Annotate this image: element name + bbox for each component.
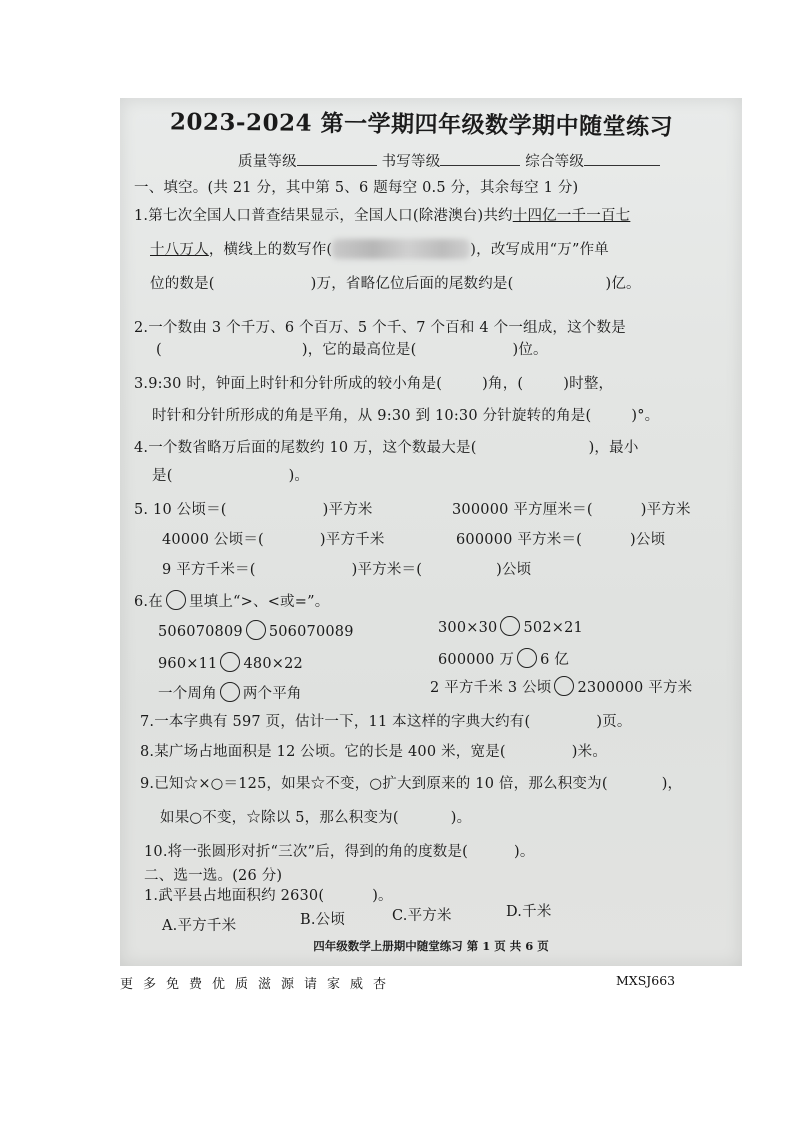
compare-circle-a[interactable] bbox=[246, 620, 266, 640]
bottom-note-code: MXSJ663 bbox=[616, 973, 676, 988]
q3-text-2: )角，( bbox=[482, 376, 524, 392]
q2-text-3: )位。 bbox=[512, 342, 548, 358]
q5-text-8: )公顷 bbox=[630, 532, 666, 548]
q5-row1-left bbox=[134, 498, 373, 519]
q2-line1: 2.一个数由 3 个千万、6 个百万、5 个千、7 个百和 4 个一组成，这个数是 bbox=[134, 320, 626, 336]
q6-header bbox=[134, 590, 329, 611]
q9-text-3: 如果○不变，☆除以 5，那么积变为( bbox=[160, 810, 399, 826]
q5-text-5: 40000 公顷＝( bbox=[162, 532, 264, 548]
section1-header: 一、填空。(共 21 分，其中第 5、6 题每空 0.5 分，其余每空 1 分) bbox=[134, 180, 579, 196]
blurred-answer bbox=[332, 239, 470, 259]
q3-text-1: 3.9:30 时，钟面上时针和分针所成的较小角是( bbox=[134, 376, 443, 392]
q3-text-3: )时整， bbox=[563, 376, 614, 392]
q5-row1-right bbox=[452, 498, 691, 519]
q6-text-1: 6.在 bbox=[134, 594, 163, 610]
q9-line1 bbox=[140, 772, 682, 793]
q6-e-right: 两个平角 bbox=[242, 686, 302, 702]
q6-c-left: 960×11 bbox=[158, 656, 218, 672]
q7-text-2: )页。 bbox=[596, 714, 632, 730]
q9-text-2: )， bbox=[661, 776, 683, 792]
q1-underlined-2: 十八万人 bbox=[150, 242, 209, 258]
q5-row3 bbox=[162, 558, 531, 579]
q6-a-right: 506070089 bbox=[268, 624, 354, 640]
q1-text-6: )亿。 bbox=[605, 276, 641, 292]
q10-text-2: )。 bbox=[514, 844, 535, 860]
q8-line bbox=[140, 740, 607, 761]
q1-line3 bbox=[150, 272, 641, 293]
section2-header: 二、选一选。(26 分) bbox=[144, 868, 283, 884]
q6-a-left: 506070809 bbox=[158, 624, 243, 640]
compare-circle-d[interactable] bbox=[517, 648, 537, 668]
q1-text-4: 位的数是( bbox=[150, 276, 215, 292]
q2-text-1: ( bbox=[156, 342, 162, 358]
compare-circle-f[interactable] bbox=[554, 676, 574, 696]
q1-text: 1.第七次全国人口普查结果显示，全国人口(除港澳台)共约 bbox=[134, 208, 513, 224]
q6-b-right: 502×21 bbox=[523, 620, 583, 636]
q4-text-2: )，最小 bbox=[588, 440, 639, 456]
q6-c-right: 480×22 bbox=[243, 656, 303, 672]
compare-circle-e[interactable] bbox=[220, 682, 240, 702]
q10-text-1: 10.将一张圆形对折“三次”后，得到的角的度数是( bbox=[144, 844, 469, 860]
quality-grade-label: 质量等级 bbox=[238, 154, 297, 170]
q1-text-2: ，横线上的数写作( bbox=[208, 242, 333, 258]
q6-item-e bbox=[158, 682, 302, 703]
q5-text-7: 600000 平方米＝( bbox=[456, 532, 583, 548]
writing-grade-blank[interactable] bbox=[440, 153, 520, 166]
s2-q1-text-2: )。 bbox=[372, 888, 393, 904]
overall-grade-blank[interactable] bbox=[584, 153, 660, 166]
s2-q1-text-1: 1.武平县占地面积约 2630( bbox=[144, 888, 325, 904]
q5-text-2: )平方米 bbox=[322, 502, 373, 518]
s2-q1-option-d[interactable]: D.千米 bbox=[506, 904, 552, 920]
q6-item-d bbox=[438, 648, 569, 669]
q4-line2 bbox=[152, 464, 309, 485]
q1-text-5: )万，省略亿位后面的尾数约是( bbox=[310, 276, 514, 292]
exam-photo bbox=[120, 98, 742, 966]
q9-text-4: )。 bbox=[450, 810, 472, 826]
q3-text-4: 时针和分针所形成的角是平角，从 9:30 到 10:30 分针旋转的角是( bbox=[152, 408, 592, 424]
q5-text-3: 300000 平方厘米＝( bbox=[452, 502, 593, 518]
q1-underlined-1: 十四亿一千一百七 bbox=[512, 208, 631, 224]
q4-text-3: 是( bbox=[152, 468, 173, 484]
overall-grade-label: 综合等级 bbox=[525, 154, 585, 170]
q4-text-4: )。 bbox=[288, 468, 310, 484]
s2-q1-option-a[interactable]: A.平方千米 bbox=[162, 918, 237, 934]
q4-text-1: 4.一个数省略万后面的尾数约 10 万，这个数最大是( bbox=[134, 440, 477, 456]
compare-circle-icon bbox=[166, 590, 186, 610]
s2-q1-option-b[interactable]: B.公顷 bbox=[300, 912, 346, 928]
q5-text-10: )平方米＝( bbox=[351, 562, 423, 578]
q3-text-5: )°。 bbox=[631, 408, 660, 424]
q5-text-9: 9 平方千米＝( bbox=[162, 562, 256, 578]
q7-line bbox=[140, 710, 632, 731]
s2-q1-stem bbox=[144, 884, 393, 905]
bottom-note-left: 更多免费优质滋源请家威杏 bbox=[120, 977, 397, 992]
q6-item-b bbox=[438, 616, 583, 636]
q8-text-1: 8.某广场占地面积是 12 公顷。它的长是 400 米，宽是( bbox=[140, 744, 506, 760]
q3-line2 bbox=[152, 404, 659, 425]
q1-line2 bbox=[150, 238, 609, 259]
q6-text-2: 里填上“>、<或=”。 bbox=[188, 594, 330, 610]
q3-line1 bbox=[134, 372, 613, 393]
q9-line2 bbox=[160, 806, 471, 827]
q2-line2 bbox=[156, 338, 548, 359]
s2-q1-option-c[interactable]: C.平方米 bbox=[392, 908, 452, 924]
q6-item-a bbox=[158, 620, 354, 640]
q1-text-3: )，改写成用“万”作单 bbox=[470, 242, 609, 258]
page-title: 2023-2024 第一学期四年级数学期中随堂练习 bbox=[169, 108, 674, 141]
grade-line bbox=[238, 150, 660, 171]
q1-line1 bbox=[134, 204, 630, 225]
compare-circle-b[interactable] bbox=[500, 616, 520, 636]
q6-item-f bbox=[430, 676, 692, 697]
q8-text-2: )米。 bbox=[571, 744, 608, 760]
q5-row2-left bbox=[162, 528, 385, 549]
q6-d-left: 600000 万 bbox=[438, 652, 515, 668]
q6-f-right: 2300000 平方米 bbox=[577, 680, 693, 696]
page-footer: 四年级数学上册期中随堂练习 第 1 页 共 6 页 bbox=[313, 939, 549, 953]
q5-text-1: 5. 10 公顷＝( bbox=[134, 502, 227, 518]
q5-text-6: )平方千米 bbox=[319, 532, 385, 548]
compare-circle-c[interactable] bbox=[220, 652, 240, 672]
q6-e-left: 一个周角 bbox=[158, 686, 217, 702]
q6-b-left: 300×30 bbox=[438, 620, 498, 636]
q9-text-1: 9.已知☆×○＝125，如果☆不变，○扩大到原来的 10 倍，那么积变为( bbox=[140, 776, 608, 792]
quality-grade-blank[interactable] bbox=[297, 153, 377, 166]
q6-d-right: 6 亿 bbox=[540, 652, 569, 668]
q4-line1 bbox=[134, 436, 639, 457]
q5-text-4: )平方米 bbox=[640, 502, 691, 518]
q6-f-left: 2 平方千米 3 公顷 bbox=[430, 680, 552, 696]
q5-text-11: )公顷 bbox=[496, 562, 532, 578]
q5-row2-right bbox=[456, 528, 665, 549]
q10-line bbox=[144, 840, 535, 861]
q6-item-c bbox=[158, 652, 303, 672]
q2-text-2: )，它的最高位是( bbox=[301, 342, 417, 358]
writing-grade-label: 书写等级 bbox=[381, 154, 441, 170]
q7-text-1: 7.一本字典有 597 页，估计一下，11 本这样的字典大约有( bbox=[140, 714, 531, 730]
